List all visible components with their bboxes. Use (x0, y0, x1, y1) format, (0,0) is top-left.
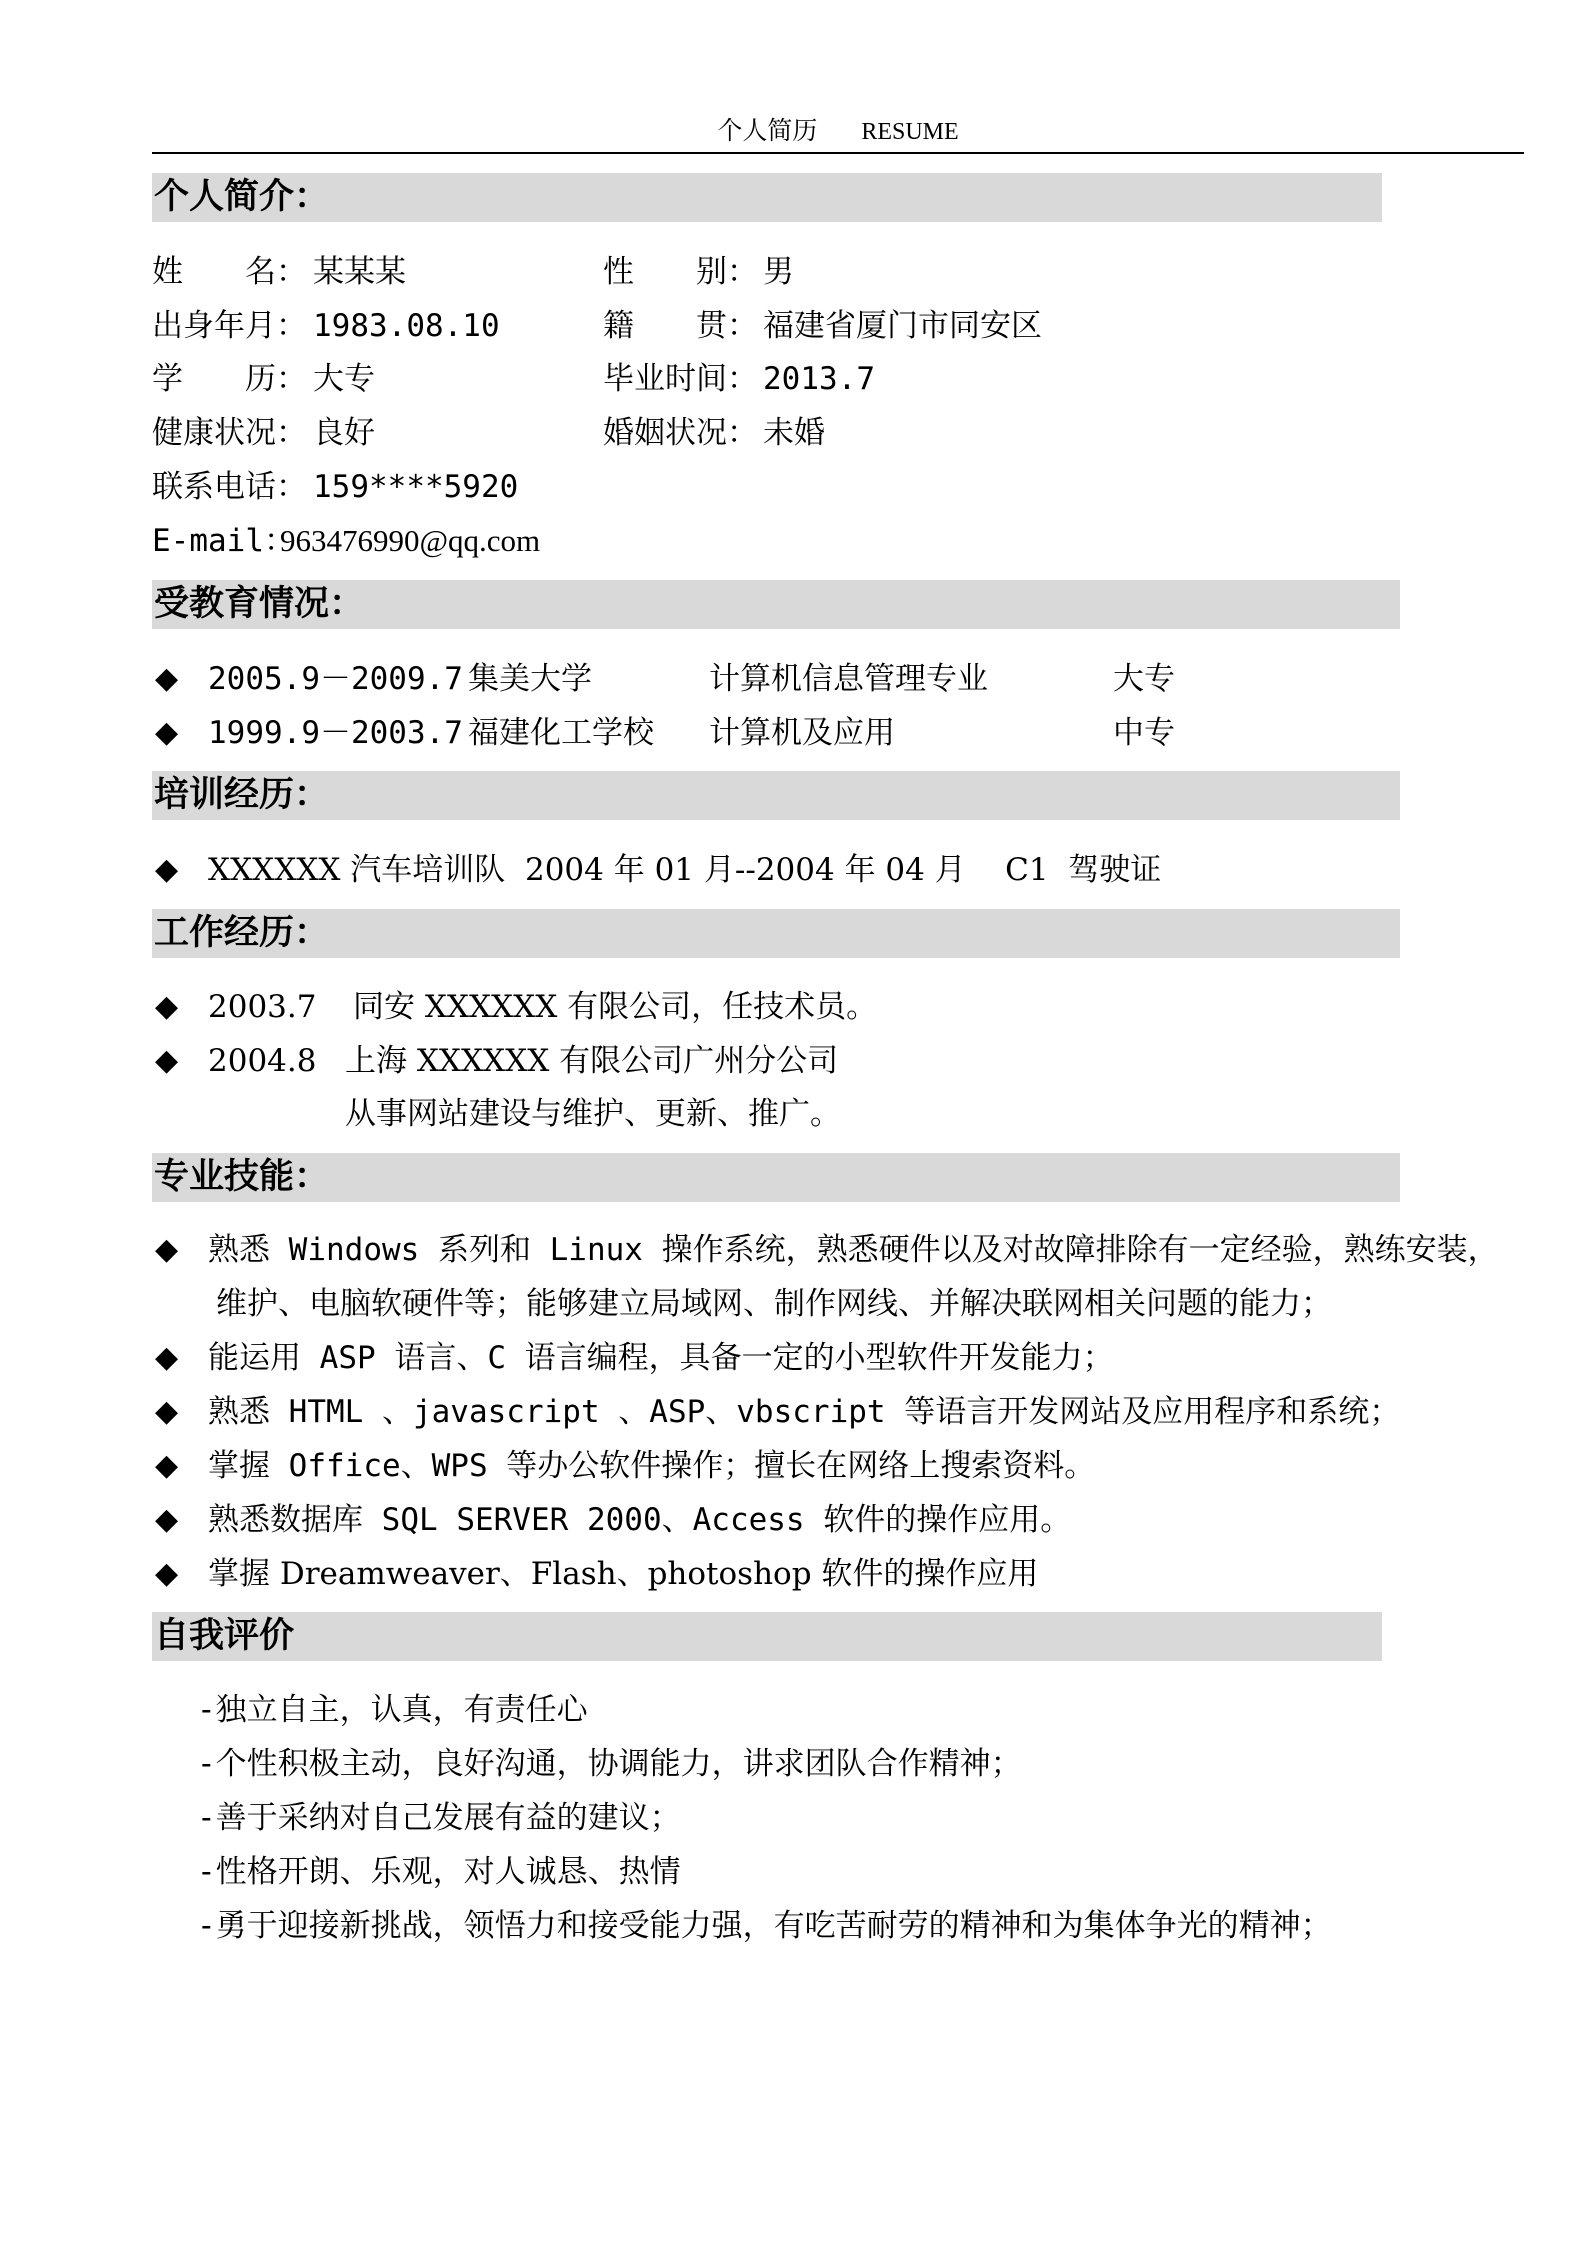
name-label: 姓 名： (152, 254, 307, 290)
edu-school: 集美大学 (468, 661, 592, 697)
birth-value: 1983.08.10 (313, 308, 500, 344)
phone-value: 159****5920 (313, 469, 519, 505)
bullet-icon: ◆ (155, 1556, 179, 1591)
work-date: 2003.7 (208, 989, 317, 1025)
work-date: 2004.8 (208, 1043, 317, 1079)
bullet-icon: ◆ (155, 1502, 179, 1537)
header-title-cn: 个人简历 (717, 116, 818, 145)
gender-value: 男 (763, 254, 794, 290)
bullet-icon: ◆ (155, 715, 179, 750)
edu-major: 计算机及应用 (709, 715, 895, 751)
bullet-icon: ◆ (155, 1448, 179, 1483)
health-value: 良好 (313, 415, 375, 451)
self-eval-item: -善于采纳对自己发展有益的建议； (197, 1800, 681, 1836)
origin-value: 福建省厦门市同安区 (763, 308, 1042, 344)
edu-level: 大专 (1113, 661, 1175, 697)
self-eval-item: -个性积极主动，良好沟通，协调能力，讲求团队合作精神； (197, 1746, 1022, 1782)
email-label: E-mail： (152, 523, 295, 559)
edu-level: 中专 (1113, 715, 1175, 751)
work-desc: 同安 XXXXXX 有限公司，任技术员。 (353, 989, 878, 1025)
training-item: XXXXXX 汽车培训队 2004 年 01 月--2004 年 04 月 C1 驾驶证 (208, 852, 1162, 888)
marital-value: 未婚 (763, 415, 825, 451)
bullet-icon: ◆ (155, 1340, 179, 1375)
skill-item: 掌握 Dreamweaver、Flash、photoshop 软件的操作应用 (208, 1556, 1039, 1592)
edu-major: 计算机信息管理专业 (709, 661, 988, 697)
self-eval-item: -独立自主，认真，有责任心 (197, 1692, 588, 1728)
work-desc-continued: 从事网站建设与维护、更新、推广。 (345, 1096, 841, 1132)
skill-item: 熟悉 Windows 系列和 Linux 操作系统，熟悉硬件以及对故障排除有一定经验，熟练安装， (208, 1232, 1499, 1268)
skill-item: 熟悉 HTML 、javascript 、ASP、vbscript 等语言开发网站及应用程序和系统； (208, 1394, 1401, 1430)
page-header (152, 112, 1524, 154)
section-heading-education: 受教育情况： (152, 580, 1400, 629)
bullet-icon: ◆ (155, 989, 179, 1024)
bullet-icon: ◆ (155, 1394, 179, 1429)
section-heading-training: 培训经历： (152, 771, 1400, 820)
marital-label: 婚姻状况： (603, 415, 758, 451)
email-value: 963476990@qq.com (280, 523, 541, 558)
birth-label: 出身年月： (152, 308, 307, 344)
edu-label: 学 历： (152, 361, 307, 397)
grad-label: 毕业时间： (603, 361, 758, 397)
bullet-icon: ◆ (155, 1232, 179, 1267)
section-heading-work: 工作经历： (152, 909, 1400, 958)
work-desc: 上海 XXXXXX 有限公司广州分公司 (345, 1043, 839, 1079)
self-eval-item: -勇于迎接新挑战，领悟力和接受能力强，有吃苦耐劳的精神和为集体争光的精神； (197, 1908, 1332, 1944)
edu-school: 福建化工学校 (468, 715, 654, 751)
bullet-icon: ◆ (155, 1043, 179, 1078)
bullet-icon: ◆ (155, 852, 179, 887)
skill-item: 熟悉数据库 SQL SERVER 2000、Access 软件的操作应用。 (208, 1502, 1072, 1538)
gender-label: 性 别： (603, 254, 758, 290)
skill-item: 掌握 Office、WPS 等办公软件操作；擅长在网络上搜索资料。 (208, 1448, 1096, 1484)
edu-period: 1999.9－2003.7 (208, 715, 463, 751)
phone-label: 联系电话： (152, 469, 307, 505)
skill-item: 能运用 ASP 语言、C 语言编程，具备一定的小型软件开发能力； (208, 1340, 1114, 1376)
name-value: 某某某 (313, 254, 406, 290)
edu-value: 大专 (313, 361, 375, 397)
self-eval-item: -性格开朗、乐观，对人诚恳、热情 (197, 1854, 681, 1890)
section-heading-profile: 个人简介： (152, 173, 1382, 222)
origin-label: 籍 贯： (603, 308, 758, 344)
grad-value: 2013.7 (763, 361, 875, 397)
bullet-icon: ◆ (155, 661, 179, 696)
edu-period: 2005.9－2009.7 (208, 661, 463, 697)
health-label: 健康状况： (152, 415, 307, 451)
skill-item-continued: 维护、电脑软硬件等；能够建立局域网、制作网线、并解决联网相关问题的能力； (216, 1286, 1332, 1322)
section-heading-self-eval: 自我评价 (152, 1612, 1382, 1661)
section-heading-skills: 专业技能： (152, 1153, 1400, 1202)
header-title-en: RESUME (861, 119, 959, 145)
